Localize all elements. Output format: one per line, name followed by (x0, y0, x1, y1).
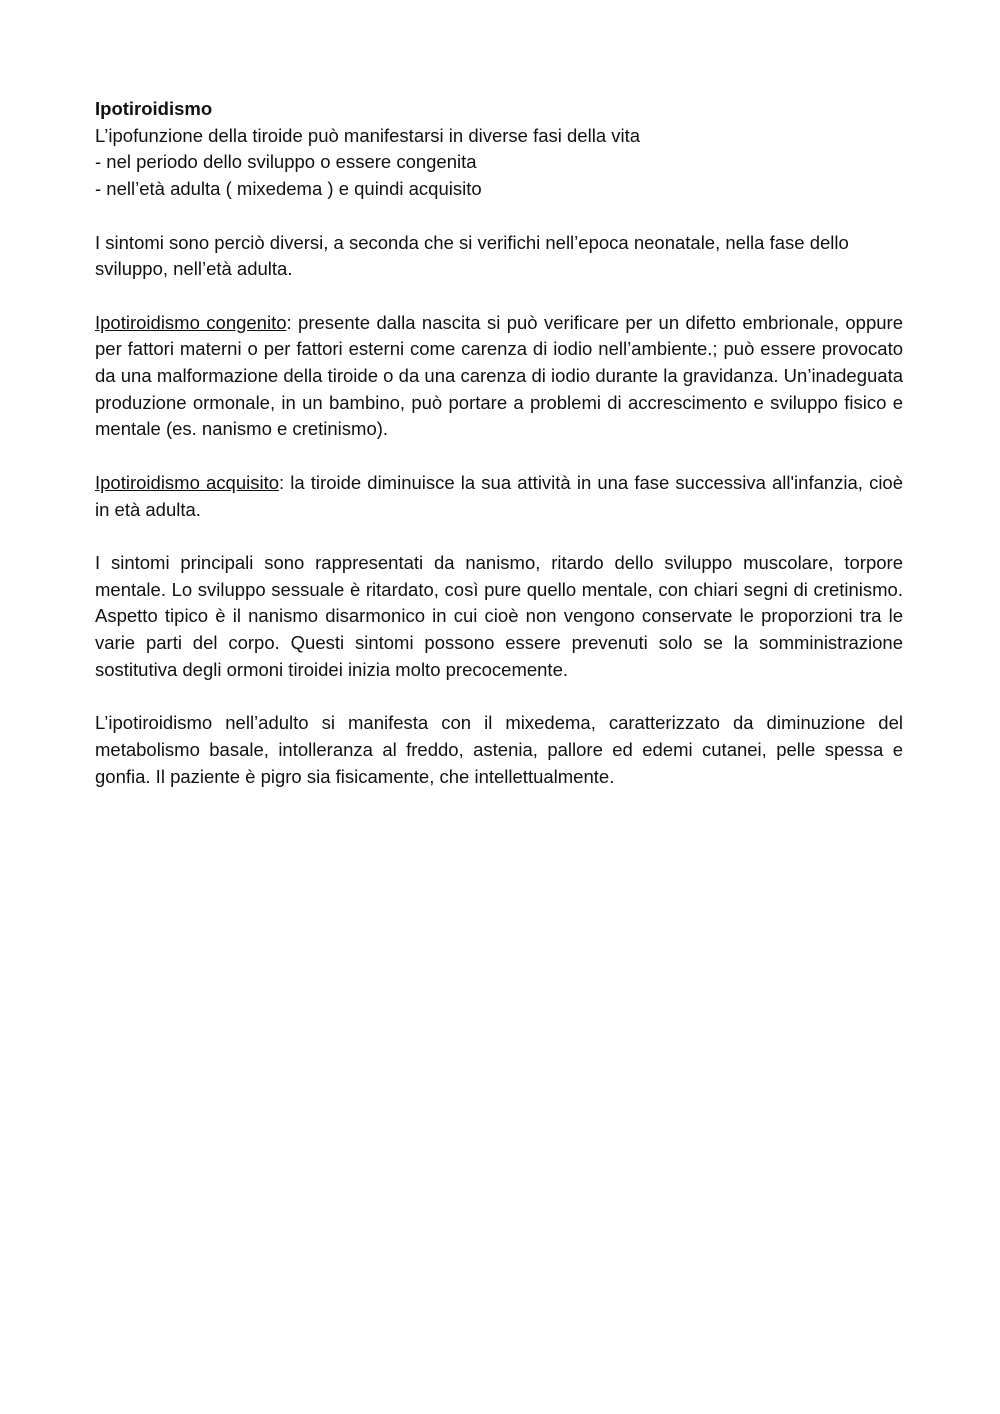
term-acquisito: Ipotiroidismo acquisito (95, 471, 280, 493)
document-body (95, 96, 903, 790)
intro-line: L’ipofunzione della tiroide può manifestarsi in diverse fasi della vita (95, 124, 641, 146)
text-acquisito: : la tiroide diminuisce la sua attività in una fase successiva all'infanzia, cioè in età adulta. (95, 471, 904, 520)
bullet-item: - nell’età adulta ( mixedema ) e quindi acquisito (95, 178, 482, 200)
paragraph-spacer (95, 523, 903, 550)
text-congenito: : presente dalla nascita si può verificare per un difetto embrionale, oppure per fattori materni o per fattori esterni come carenza di iodio nell’ambiente.; può essere provocato da una malformazione della tiroide o da una carenza di iodio durante la gravidanza. Un’inadeguata produzione ormonale, in un bambino, può portare a problemi di accrescimento e sviluppo fisico e mentale (es. nanismo e cretinismo). (95, 311, 903, 440)
paragraph-spacer (95, 203, 903, 230)
paragraph-spacer (95, 683, 903, 710)
paragraph-congenito (95, 310, 903, 444)
term-congenito: Ipotiroidismo congenito (95, 311, 287, 333)
paragraph-acquisito (95, 470, 903, 523)
paragraph-adult: L’ipotiroidismo nell’adulto si manifesta con il mixedema, caratterizzato da diminuzione del metabolismo basale, intolleranza al freddo, astenia, pallore ed edemi cutanei, pelle spessa e gonfia. Il paziente è pigro sia fisicamente, che intellettualmente. (95, 712, 903, 787)
bullet-item: - nel periodo dello sviluppo o essere congenita (95, 151, 477, 173)
document-title: Ipotiroidismo (95, 98, 213, 119)
paragraph-symptoms: I sintomi sono perciò diversi, a seconda che si verifichi nell’epoca neonatale, nella fase dello sviluppo, nell’età adulta. (95, 231, 849, 280)
paragraph-main-symptoms: I sintomi principali sono rappresentati da nanismo, ritardo dello sviluppo muscolare, torpore mentale. Lo sviluppo sessuale è ritardato, così pure quello mentale, con chiari segni di cretinismo. Aspetto tipico è il nanismo disarmonico in cui cioè non vengono conservate le proporzioni tra le varie parti del corpo. Questi sintomi possono essere prevenuti solo se la somministrazione sostitutiva degli ormoni tiroidei inizia molto precocemente. (95, 551, 903, 680)
paragraph-spacer (95, 283, 903, 310)
paragraph-spacer (95, 443, 903, 470)
